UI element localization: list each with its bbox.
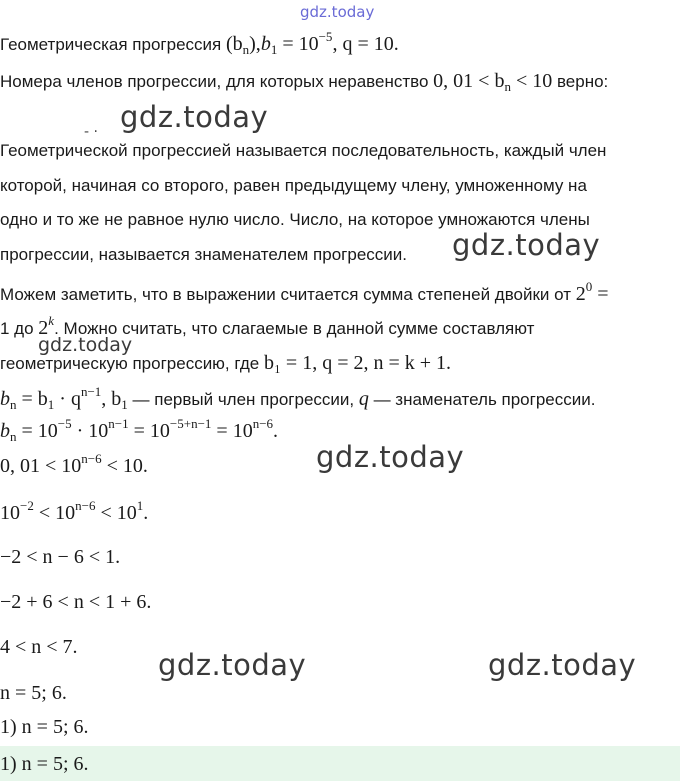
decorative-marks: - · — [84, 124, 98, 140]
question-line — [0, 70, 608, 93]
watermark-4: gdz.today — [316, 440, 465, 474]
question-prefix: Номера членов прогрессии, для которых неравенство — [0, 72, 429, 91]
step-8: 1) n = 5; 6. — [0, 716, 89, 738]
step-4: −2 < n − 6 < 1. — [0, 546, 121, 568]
question-suffix: верно: — [556, 72, 609, 91]
step-1: $b_n = 10^{-5} \cdot 10^{n-1} = 10^{-5+n-1} = 10^{n-6}$. — [0, 416, 279, 444]
watermark-2: gdz.today — [452, 228, 601, 262]
condition-prefix: Геометрическая прогрессия — [0, 35, 222, 54]
theory-line-1: Геометрической прогрессией называется последовательность, каждый член — [0, 141, 607, 160]
question-inequality: 0, $01 < b_n < 10$ — [433, 70, 553, 94]
watermark-1: gdz.today — [120, 100, 269, 134]
theory-line-3: одно и то же не равное нулю число. Число, на которое умножаются члены — [0, 210, 590, 229]
step-3: $10^{-2} < 10^{n-6} < 10^1$. — [0, 498, 149, 524]
formula-line: $b_n = b_1 \cdot q^{n-1}$, $b_1$ — первый член прогрессии, q — знаменатель прогрессии. — [0, 384, 596, 412]
watermark-5: gdz.today — [158, 648, 307, 682]
step-2: 0, $01 < 10^{n-6} < 10$. — [0, 451, 148, 477]
step-7: n = 5; 6. — [0, 682, 67, 704]
note-line-3: геометрическую прогрессию, где b₁ = 1, q = 2, n = k + 1. — [0, 352, 452, 374]
note-line-1: Можем заметить, что в выражении считается сумма степеней двойки от $2^0$ = — [0, 279, 609, 305]
watermark-top: gdz.today — [300, 3, 375, 21]
note-line-2: 1 до 2$^k$. Можно считать, что слагаемые в данной сумме составляют — [0, 313, 535, 339]
condition-math: $(b_n),b_1 = 10^{-5}$, q = 10. — [225, 29, 399, 57]
watermark-3: gdz.today — [38, 334, 133, 356]
answer-highlight — [0, 746, 680, 781]
theory-line-4: прогрессии, называется знаменателем прогрессии. — [0, 245, 407, 264]
condition-line — [0, 29, 399, 57]
answer-line: 1) n = 5; 6. — [0, 753, 89, 775]
theory-line-2: которой, начиная со второго, равен предыдущему члену, умноженному на — [0, 176, 587, 195]
step-5: −2 + 6 < n < 1 + 6. — [0, 591, 152, 613]
step-6: 4 < n < 7. — [0, 636, 78, 658]
watermark-6: gdz.today — [488, 648, 637, 682]
